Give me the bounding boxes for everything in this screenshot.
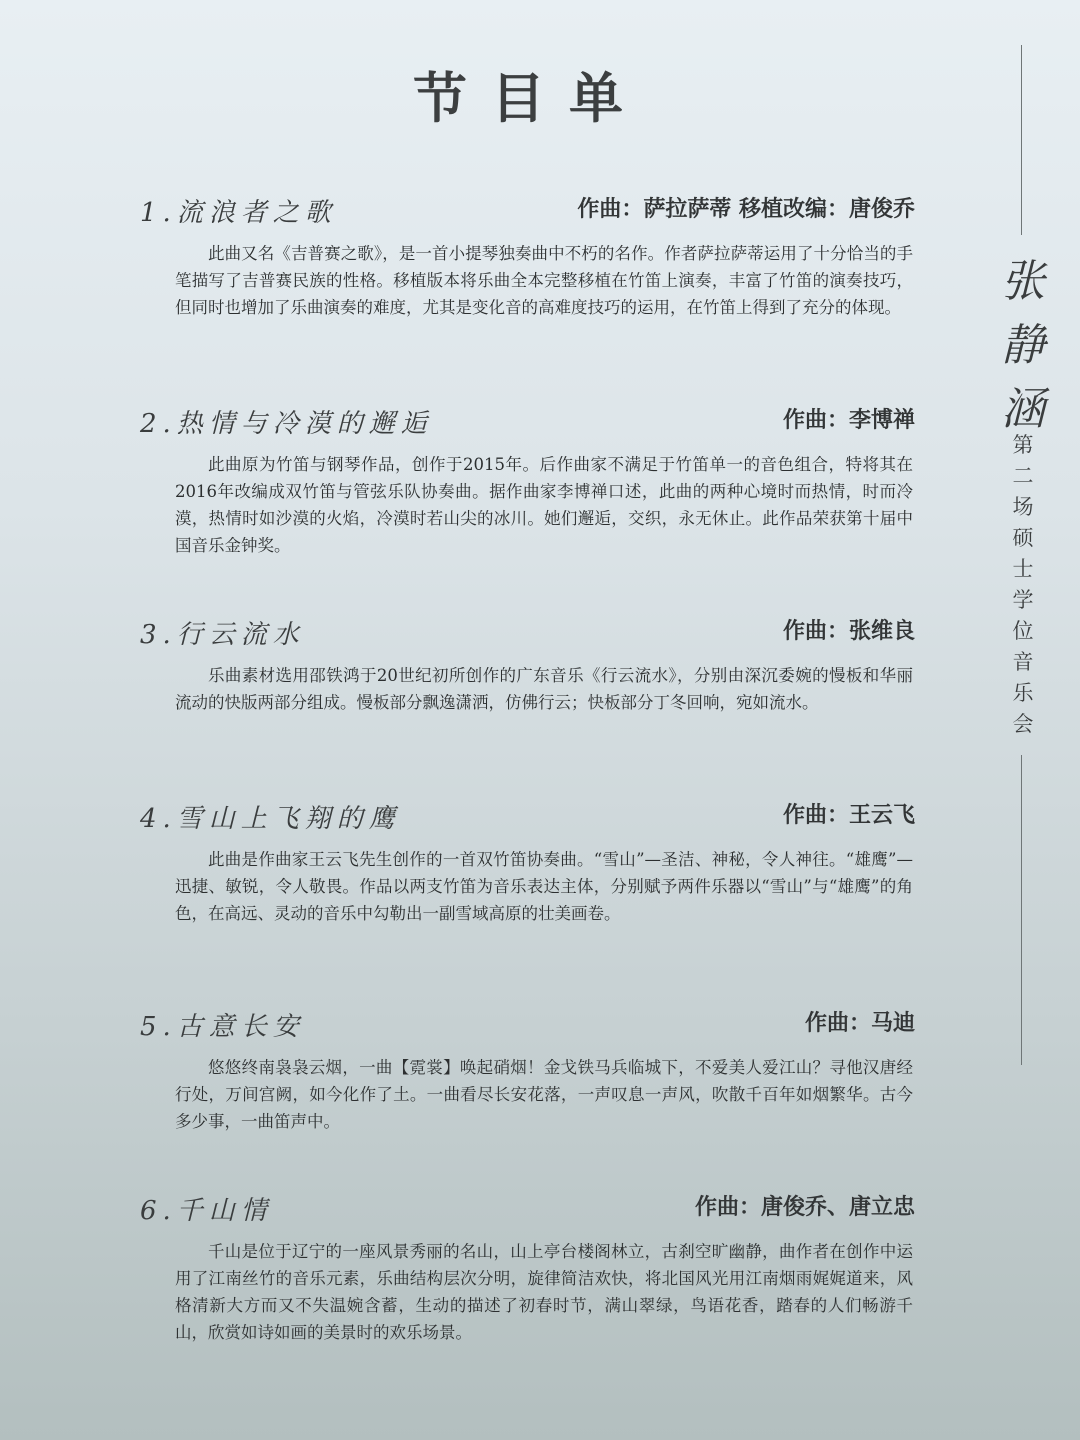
program-item-5 — [140, 1006, 915, 1135]
program-description: 悠悠终南袅袅云烟，一曲【霓裳】唤起硝烟！金戈铁马兵临城下，不爱美人爱江山？寻他汉唐经行处，万间宫阙，如今化作了土。一曲看尽长安花落，一声叹息一声风，吹散千百年如烟繁华。古今多少事，一曲笛声中。 — [175, 1058, 913, 1131]
program-composer: 作曲：唐俊乔、唐立忠 — [694, 1194, 915, 1220]
program-item-6 — [140, 1190, 915, 1346]
program-description: 此曲又名《吉普赛之歌》，是一首小提琴独奏曲中不朽的名作。作者萨拉萨蒂运用了十分恰当的手笔描写了吉普赛民族的性格。移植版本将乐曲全本完整移植在竹笛上演奏，丰富了竹笛的演奏技巧，但同时也增加了乐曲演奏的难度，尤其是变化音的高难度技巧的运用，在竹笛上得到了充分的体现。 — [175, 244, 913, 317]
program-description: 此曲原为竹笛与钢琴作品，创作于2015年。后作曲家不满足于竹笛单一的音色组合，特将其在2016年改编成双竹笛与管弦乐队协奏曲。据作曲家李博禅口述，此曲的两种心境时而热情，时而冷漠，热情时如沙漠的火焰，冷漠时若山尖的冰川。她们邂逅，交织，永无休止。此作品荣获第十届中国音乐金钟奖。 — [175, 455, 913, 555]
program-title: 4.雪山上飞翔的鹰 — [140, 804, 401, 834]
program-composer: 作曲：王云飞 — [782, 802, 915, 828]
program-title: 5.古意长安 — [140, 1012, 305, 1042]
concert-name: 第二场硕士学位音乐会 — [1012, 433, 1034, 736]
side-divider-bottom — [1021, 755, 1022, 1065]
program-item-3 — [140, 614, 915, 716]
program-composer: 作曲：李博禅 — [782, 407, 915, 433]
program-title: 6.千山情 — [140, 1196, 273, 1226]
program-item-2 — [140, 403, 915, 559]
performer-name: 张静涵 — [1001, 256, 1045, 435]
program-item-4 — [140, 798, 915, 927]
program-title: 1.流浪者之歌 — [140, 198, 337, 228]
page-title: 节目单 — [413, 66, 647, 130]
side-divider-top — [1021, 45, 1022, 235]
program-item-1 — [140, 192, 915, 321]
program-composer: 作曲：张维良 — [782, 618, 915, 644]
program-title: 2.热情与冷漠的邂逅 — [140, 409, 433, 439]
program-description: 乐曲素材选用邵铁鸿于20世纪初所创作的广东音乐《行云流水》，分别由深沉委婉的慢板和华丽流动的快版两部分组成。慢板部分飘逸潇洒，仿佛行云；快板部分丁冬回响，宛如流水。 — [175, 666, 913, 712]
program-composer: 作曲：萨拉萨蒂 移植改编：唐俊乔 — [577, 196, 915, 222]
program-description: 千山是位于辽宁的一座风景秀丽的名山，山上亭台楼阁林立，古刹空旷幽静，曲作者在创作中运用了江南丝竹的音乐元素，乐曲结构层次分明，旋律简洁欢快，将北国风光用江南烟雨娓娓道来，风格清新大方而又不失温婉含蓄，生动的描述了初春时节，满山翠绿，鸟语花香，踏春的人们畅游千山，欣赏如诗如画的美景时的欢乐场景。 — [175, 1242, 913, 1342]
program-composer: 作曲：马迪 — [804, 1010, 915, 1036]
program-title: 3.行云流水 — [140, 620, 305, 650]
program-description: 此曲是作曲家王云飞先生创作的一首双竹笛协奏曲。“雪山”—圣洁、神秘，令人神往。“雄鹰”—迅捷、敏锐，令人敬畏。作品以两支竹笛为音乐表达主体，分别赋予两件乐器以“雪山”与“雄鹰”的角色，在高远、灵动的音乐中勾勒出一副雪域高原的壮美画卷。 — [175, 850, 913, 923]
